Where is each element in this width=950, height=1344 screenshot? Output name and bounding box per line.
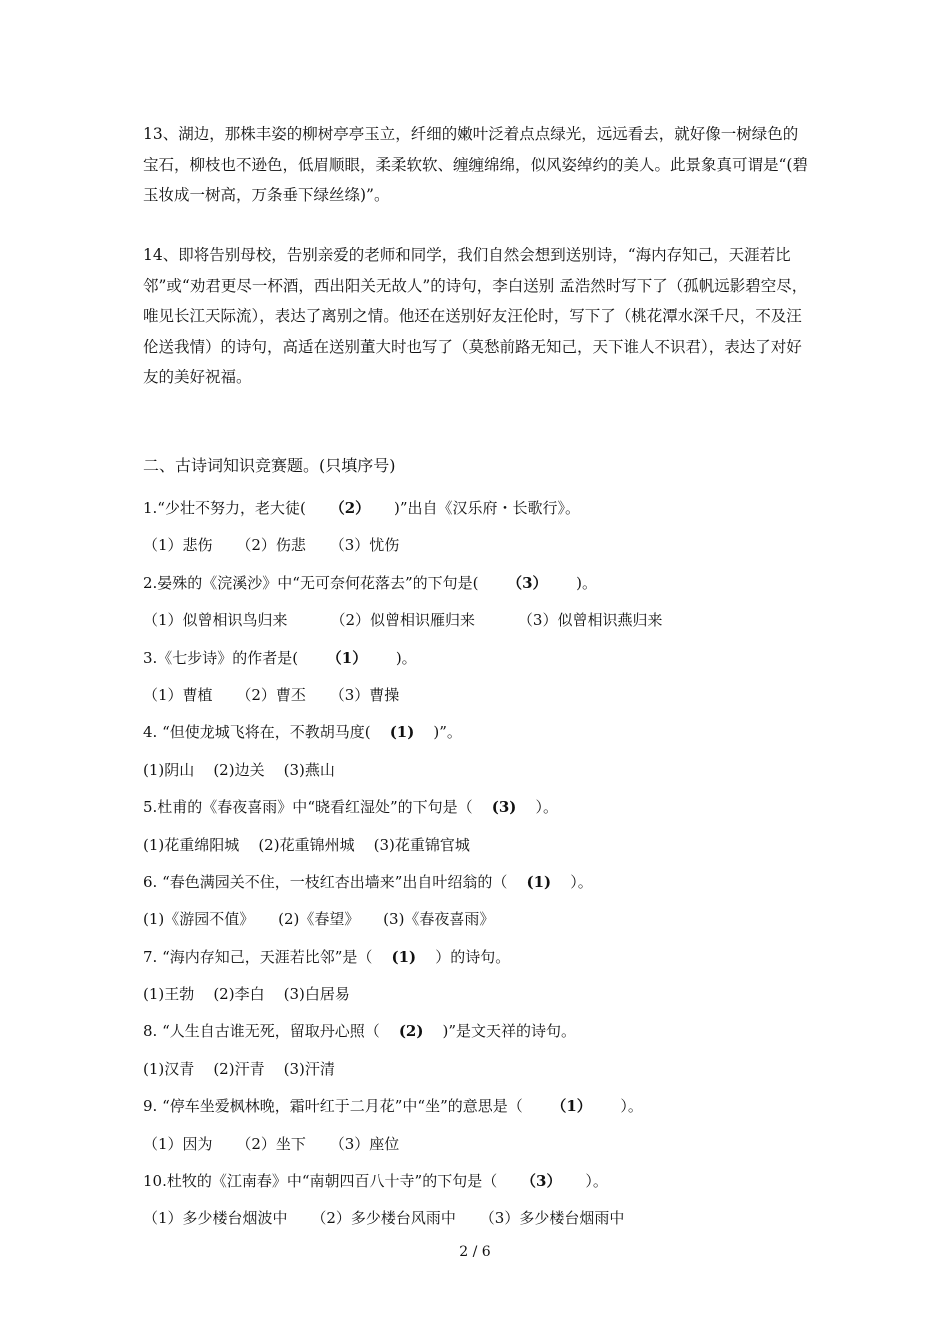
answer-5: (3) [491, 798, 517, 816]
options-2: （1）似曾相识鸟归来 （2）似曾相识雁归来 （3）似曾相识燕归来 [143, 611, 663, 629]
options-6: (1)《游园不值》 (2)《春望》 (3)《春夜喜雨》 [143, 910, 495, 928]
question-5: 5.杜甫的《春夜喜雨》中“晓看红湿处”的下句是（ (3) ）。 [143, 798, 558, 816]
answer-2: （3） [507, 574, 548, 592]
answer-8: (2) [398, 1022, 424, 1040]
question-1: 1.“少壮不努力，老大徒( （2） )”出自《汉乐府・长歌行》。 [143, 499, 580, 517]
paragraph-item-14: 14、即将告别母校，告别亲爱的老师和同学，我们自然会想到送别诗，“海内存知己，天涯若比邻”或“劝君更尽一杯酒，西出阳关无故人”的诗句，李白送别 孟浩然时写下了（孤帆远影碧空尽，唯见长江天际流），表达了离别之情。他还在送别好友汪伦时，写下了（桃花潭水深千尺，不及汪伦送我情）的诗句，高适在送别董大时也写了（莫愁前路无知己，天下谁人不识君），表达了对好友的美好祝福。 [143, 246, 808, 386]
answer-10: （3） [521, 1172, 562, 1190]
options-3: （1）曹植 （2）曹丕 （3）曹操 [143, 686, 400, 704]
answer-3: （1） [326, 649, 368, 667]
answer-4: (1) [389, 723, 415, 741]
options-10: （1）多少楼台烟波中 （2）多少楼台风雨中 （3）多少楼台烟雨中 [143, 1209, 625, 1227]
question-10: 10.杜牧的《江南春》中“南朝四百八十寺”的下句是（ （3） ）。 [143, 1172, 608, 1190]
question-4: 4. “但使龙城飞将在，不教胡马度( (1) )”。 [143, 723, 462, 741]
paragraph-item-13: 13、湖边，那株丰姿的柳树亭亭玉立，纤细的嫩叶泛着点点绿光，远远看去，就好像一树绿色的宝石，柳枝也不逊色，低眉顺眼，柔柔软软、缠缠绵绵，似风姿绰约的美人。此景象真可谓是“(碧玉妆成一树高，万条垂下绿丝绦)”。 [143, 125, 808, 204]
options-1: （1）悲伤 （2）伤悲 （3）忧伤 [143, 536, 400, 554]
options-9: （1）因为 （2）坐下 （3）座位 [143, 1135, 400, 1153]
answer-9: （1） [551, 1097, 592, 1115]
answer-7: (1) [391, 948, 417, 966]
question-8: 8. “人生自古谁无死，留取丹心照（ (2) )”是文天祥的诗句。 [143, 1022, 577, 1040]
question-9: 9. “停车坐爱枫林晚，霜叶红于二月花”中“坐”的意思是（ （1） ）。 [143, 1097, 643, 1115]
options-4: (1)阴山 (2)边关 (3)燕山 [143, 761, 335, 779]
page-number: 2 / 6 [459, 1244, 491, 1260]
options-5: (1)花重绵阳城 (2)花重锦州城 (3)花重锦官城 [143, 836, 470, 854]
section-heading: 二、古诗词知识竞赛题。(只填序号) [143, 456, 396, 475]
question-3: 3.《七步诗》的作者是( （1） )。 [143, 649, 417, 667]
options-7: (1)王勃 (2)李白 (3)白居易 [143, 985, 350, 1003]
answer-6: (1) [526, 873, 552, 891]
question-7: 7. “海内存知己，天涯若比邻”是（ (1) ）的诗句。 [143, 948, 511, 966]
options-8: (1)汉青 (2)汗青 (3)汗清 [143, 1060, 335, 1078]
question-6: 6. “春色满园关不住，一枝红杏出墙来”出自叶绍翁的（ (1) ）。 [143, 873, 593, 891]
question-2: 2.晏殊的《浣溪沙》中“无可奈何花落去”的下句是( （3） )。 [143, 574, 598, 592]
answer-1: （2） [329, 499, 371, 517]
